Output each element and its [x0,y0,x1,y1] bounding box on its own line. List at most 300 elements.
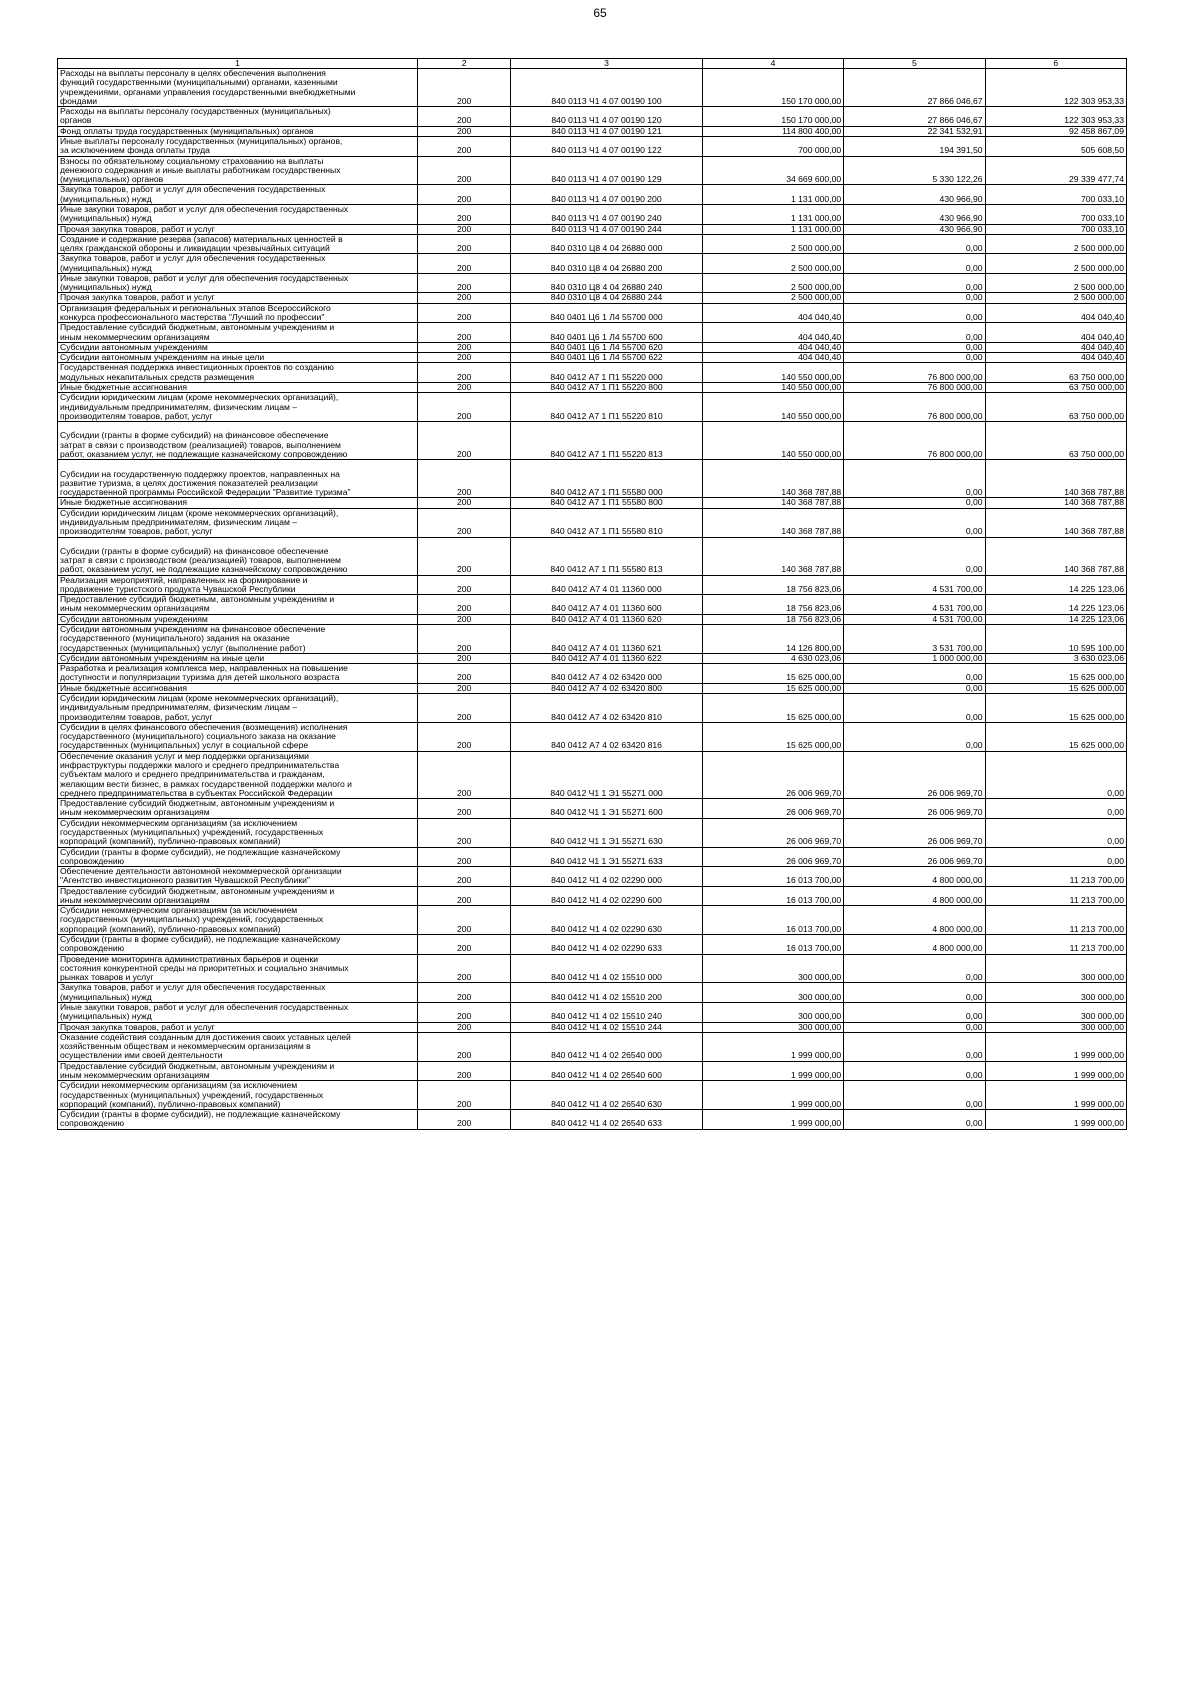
row-budget-code-cell: 840 0412 А7 4 01 11360 620 [511,614,703,624]
row-code-line-cell: 200 [418,683,511,693]
table-row [58,935,1127,955]
row-approved-amount-cell: 140 368 787,88 [702,537,843,575]
row-code-line-cell: 200 [418,694,511,723]
row-name-cell: Субсидии (гранты в форме субсидий), не подлежащие казначейскому сопровождению [58,847,418,867]
row-approved-amount-cell: 300 000,00 [702,954,843,983]
table-row [58,126,1127,136]
row-approved-amount-cell: 26 006 969,70 [702,799,843,819]
row-approved-amount-cell: 2 500 000,00 [702,254,843,274]
row-approved-amount-cell: 2 500 000,00 [702,234,843,254]
table-row [58,653,1127,663]
row-unexecuted-amount-cell: 15 625 000,00 [985,683,1126,693]
row-unexecuted-amount-cell: 63 750 000,00 [985,363,1126,383]
row-code-line-cell: 200 [418,273,511,293]
row-code-line-cell: 200 [418,363,511,383]
row-executed-amount-cell: 26 006 969,70 [844,799,985,819]
row-unexecuted-amount-cell: 63 750 000,00 [985,383,1126,393]
table-row [58,498,1127,508]
row-approved-amount-cell: 140 368 787,88 [702,460,843,498]
row-approved-amount-cell: 140 368 787,88 [702,498,843,508]
row-approved-amount-cell: 300 000,00 [702,1003,843,1023]
table-row [58,886,1127,906]
row-executed-amount-cell: 0,00 [844,1061,985,1081]
row-approved-amount-cell: 150 170 000,00 [702,69,843,107]
row-budget-code-cell: 840 0412 Ч1 1 Э1 55271 600 [511,799,703,819]
row-budget-code-cell: 840 0310 Ц8 4 04 26880 240 [511,273,703,293]
row-unexecuted-amount-cell: 11 213 700,00 [985,906,1126,935]
table-row [58,273,1127,293]
row-budget-code-cell: 840 0412 Ч1 4 02 02290 000 [511,867,703,887]
row-executed-amount-cell: 0,00 [844,1003,985,1023]
row-unexecuted-amount-cell: 63 750 000,00 [985,393,1126,422]
row-name-cell: Субсидии автономным учреждениям [58,342,418,352]
row-budget-code-cell: 840 0412 Ч1 4 02 15510 000 [511,954,703,983]
table-row [58,323,1127,343]
row-name-cell: Организация федеральных и региональных этапов Всероссийского конкурса профессионального мастерства "Лучший по профессии" [58,303,418,323]
table-row [58,954,1127,983]
row-budget-code-cell: 840 0310 Ц8 4 04 26880 000 [511,234,703,254]
row-unexecuted-amount-cell: 14 225 123,06 [985,575,1126,595]
row-executed-amount-cell: 0,00 [844,683,985,693]
row-executed-amount-cell: 4 800 000,00 [844,886,985,906]
row-budget-code-cell: 840 0412 А7 4 02 63420 000 [511,664,703,684]
row-unexecuted-amount-cell: 10 595 100,00 [985,625,1126,654]
table-row [58,664,1127,684]
row-budget-code-cell: 840 0412 А7 4 01 11360 000 [511,575,703,595]
row-budget-code-cell: 840 0412 А7 1 П1 55220 810 [511,393,703,422]
row-unexecuted-amount-cell: 140 368 787,88 [985,508,1126,537]
row-approved-amount-cell: 150 170 000,00 [702,107,843,127]
row-budget-code-cell: 840 0412 Ч1 4 02 15510 200 [511,983,703,1003]
row-name-cell: Субсидии некоммерческим организациям (за исключением государственных (муниципальных) учреждений, государственных корпораций (компаний), публично-правовых компаний) [58,1081,418,1110]
row-name-cell: Субсидии юридическим лицам (кроме некоммерческих организаций), индивидуальным предпринимателям, физическим лицам – производителям товаров, работ, услуг [58,393,418,422]
row-code-line-cell: 200 [418,625,511,654]
row-code-line-cell: 200 [418,342,511,352]
row-code-line-cell: 200 [418,722,511,751]
row-unexecuted-amount-cell: 3 630 023,06 [985,653,1126,663]
row-approved-amount-cell: 140 368 787,88 [702,508,843,537]
row-unexecuted-amount-cell: 14 225 123,06 [985,614,1126,624]
row-unexecuted-amount-cell: 404 040,40 [985,323,1126,343]
row-code-line-cell: 200 [418,906,511,935]
row-name-cell: Обеспечение деятельности автономной некоммерческой организации "Агентство инвестиционного развития Чувашской Республики" [58,867,418,887]
row-name-cell: Закупка товаров, работ и услуг для обеспечения государственных (муниципальных) нужд [58,983,418,1003]
row-code-line-cell: 200 [418,136,511,156]
row-executed-amount-cell: 76 800 000,00 [844,363,985,383]
table-row [58,1110,1127,1130]
row-approved-amount-cell: 1 999 000,00 [702,1081,843,1110]
row-approved-amount-cell: 1 999 000,00 [702,1110,843,1130]
row-budget-code-cell: 840 0412 Ч1 1 Э1 55271 000 [511,751,703,798]
row-executed-amount-cell: 0,00 [844,273,985,293]
row-budget-code-cell: 840 0113 Ч1 4 07 00190 122 [511,136,703,156]
row-approved-amount-cell: 18 756 823,06 [702,595,843,615]
table-row [58,508,1127,537]
row-budget-code-cell: 840 0412 Ч1 4 02 02290 630 [511,906,703,935]
row-executed-amount-cell: 4 531 700,00 [844,575,985,595]
row-code-line-cell: 200 [418,293,511,303]
table-row [58,906,1127,935]
table-row [58,625,1127,654]
row-unexecuted-amount-cell: 404 040,40 [985,353,1126,363]
column-header-6: 6 [985,59,1126,69]
row-unexecuted-amount-cell: 11 213 700,00 [985,867,1126,887]
row-code-line-cell: 200 [418,653,511,663]
row-unexecuted-amount-cell: 700 033,10 [985,224,1126,234]
row-executed-amount-cell: 430 966,90 [844,224,985,234]
row-approved-amount-cell: 300 000,00 [702,983,843,1003]
table-row [58,293,1127,303]
row-unexecuted-amount-cell: 15 625 000,00 [985,664,1126,684]
row-unexecuted-amount-cell: 11 213 700,00 [985,886,1126,906]
row-executed-amount-cell: 194 391,50 [844,136,985,156]
row-name-cell: Расходы на выплаты персоналу государственных (муниципальных) органов [58,107,418,127]
row-code-line-cell: 200 [418,460,511,498]
row-approved-amount-cell: 16 013 700,00 [702,867,843,887]
row-approved-amount-cell: 404 040,40 [702,342,843,352]
table-row [58,460,1127,498]
row-approved-amount-cell: 16 013 700,00 [702,886,843,906]
row-approved-amount-cell: 1 999 000,00 [702,1061,843,1081]
table-row [58,847,1127,867]
row-budget-code-cell: 840 0401 Ц6 1 Л4 55700 622 [511,353,703,363]
row-executed-amount-cell: 0,00 [844,664,985,684]
row-executed-amount-cell: 0,00 [844,694,985,723]
row-approved-amount-cell: 26 006 969,70 [702,847,843,867]
table-row [58,1032,1127,1061]
table-row [58,224,1127,234]
row-approved-amount-cell: 404 040,40 [702,353,843,363]
page-number: 65 [593,6,607,20]
row-budget-code-cell: 840 0310 Ц8 4 04 26880 200 [511,254,703,274]
row-code-line-cell: 200 [418,1110,511,1130]
row-budget-code-cell: 840 0113 Ч1 4 07 00190 100 [511,69,703,107]
row-approved-amount-cell: 4 630 023,06 [702,653,843,663]
row-approved-amount-cell: 15 625 000,00 [702,694,843,723]
row-name-cell: Иные закупки товаров, работ и услуг для обеспечения государственных (муниципальных) нужд [58,273,418,293]
row-budget-code-cell: 840 0412 А7 4 02 63420 816 [511,722,703,751]
row-budget-code-cell: 840 0412 А7 1 П1 55580 800 [511,498,703,508]
row-name-cell: Субсидии на государственную поддержку проектов, направленных на развитие туризма, в целях достижения показателей реализации государственной программы Российской Федерации "Развитие туризма" [58,460,418,498]
row-unexecuted-amount-cell: 0,00 [985,799,1126,819]
row-budget-code-cell: 840 0412 А7 4 02 63420 800 [511,683,703,693]
row-name-cell: Обеспечение оказания услуг и мер поддержки организациями инфраструктуры поддержки малого и среднего предпринимательства субъектам малого и среднего предпринимательства и гражданам, желающим вести бизнес, в рамках государственной поддержки малого и среднего предпринимательства в субъектах Российской Федерации [58,751,418,798]
table-row [58,363,1127,383]
row-budget-code-cell: 840 0412 Ч1 1 Э1 55271 630 [511,818,703,847]
row-unexecuted-amount-cell: 1 999 000,00 [985,1081,1126,1110]
row-executed-amount-cell: 4 800 000,00 [844,867,985,887]
row-code-line-cell: 200 [418,1032,511,1061]
row-name-cell: Субсидии некоммерческим организациям (за исключением государственных (муниципальных) учреждений, государственных корпораций (компаний), публично-правовых компаний) [58,906,418,935]
row-approved-amount-cell: 140 550 000,00 [702,422,843,460]
row-budget-code-cell: 840 0401 Ц6 1 Л4 55700 000 [511,303,703,323]
row-code-line-cell: 200 [418,867,511,887]
table-row [58,537,1127,575]
row-approved-amount-cell: 1 131 000,00 [702,224,843,234]
row-code-line-cell: 200 [418,69,511,107]
row-code-line-cell: 200 [418,107,511,127]
table-row [58,69,1127,107]
row-executed-amount-cell: 0,00 [844,1110,985,1130]
table-row [58,107,1127,127]
row-name-cell: Субсидии автономным учреждениям на иные цели [58,353,418,363]
row-unexecuted-amount-cell: 1 999 000,00 [985,1110,1126,1130]
table-row [58,683,1127,693]
row-budget-code-cell: 840 0412 Ч1 4 02 26540 630 [511,1081,703,1110]
row-name-cell: Предоставление субсидий бюджетным, автономным учреждениям и иным некоммерческим организациям [58,886,418,906]
row-code-line-cell: 200 [418,1022,511,1032]
row-name-cell: Предоставление субсидий бюджетным, автономным учреждениям и иным некоммерческим организациям [58,323,418,343]
row-name-cell: Иные выплаты персоналу государственных (муниципальных) органов, за исключением фонда оплаты труда [58,136,418,156]
row-approved-amount-cell: 14 126 800,00 [702,625,843,654]
table-row [58,353,1127,363]
row-unexecuted-amount-cell: 404 040,40 [985,303,1126,323]
row-unexecuted-amount-cell: 1 999 000,00 [985,1032,1126,1061]
row-code-line-cell: 200 [418,983,511,1003]
row-executed-amount-cell: 76 800 000,00 [844,383,985,393]
row-executed-amount-cell: 0,00 [844,954,985,983]
row-approved-amount-cell: 2 500 000,00 [702,273,843,293]
row-name-cell: Проведение мониторинга административных барьеров и оценки состояния конкурентной среды на приоритетных и социально значимых рынках товаров и услуг [58,954,418,983]
row-code-line-cell: 200 [418,204,511,224]
row-name-cell: Взносы по обязательному социальному страхованию на выплаты денежного содержания и иные выплаты работникам государственных (муниципальных) органов [58,156,418,185]
table-row [58,867,1127,887]
row-name-cell: Прочая закупка товаров, работ и услуг [58,293,418,303]
row-unexecuted-amount-cell: 15 625 000,00 [985,694,1126,723]
row-name-cell: Создание и содержание резерва (запасов) материальных ценностей в целях гражданской обороны и ликвидации чрезвычайных ситуаций [58,234,418,254]
row-name-cell: Субсидии автономным учреждениям на финансовое обеспечение государственного (муниципального) задания на оказание государственных (муниципальных) услуг (выполнение работ) [58,625,418,654]
row-code-line-cell: 200 [418,498,511,508]
table-row [58,575,1127,595]
row-unexecuted-amount-cell: 2 500 000,00 [985,273,1126,293]
row-unexecuted-amount-cell: 0,00 [985,847,1126,867]
row-executed-amount-cell: 0,00 [844,1081,985,1110]
row-unexecuted-amount-cell: 300 000,00 [985,954,1126,983]
table-row [58,234,1127,254]
row-budget-code-cell: 840 0412 А7 1 П1 55580 810 [511,508,703,537]
row-executed-amount-cell: 5 330 122,26 [844,156,985,185]
row-executed-amount-cell: 0,00 [844,1032,985,1061]
table-row [58,342,1127,352]
row-name-cell: Государственная поддержка инвестиционных проектов по созданию модульных некапитальных средств размещения [58,363,418,383]
row-approved-amount-cell: 140 550 000,00 [702,383,843,393]
row-code-line-cell: 200 [418,1003,511,1023]
table-row [58,204,1127,224]
row-executed-amount-cell: 0,00 [844,353,985,363]
row-executed-amount-cell: 3 531 700,00 [844,625,985,654]
table-row [58,751,1127,798]
row-name-cell: Закупка товаров, работ и услуг для обеспечения государственных (муниципальных) нужд [58,254,418,274]
table-row [58,383,1127,393]
row-executed-amount-cell: 0,00 [844,1022,985,1032]
table-row [58,1003,1127,1023]
row-unexecuted-amount-cell: 2 500 000,00 [985,293,1126,303]
row-code-line-cell: 200 [418,886,511,906]
row-executed-amount-cell: 27 866 046,67 [844,69,985,107]
row-code-line-cell: 200 [418,353,511,363]
table-row [58,156,1127,185]
table-row [58,422,1127,460]
table-row [58,1022,1127,1032]
table-row [58,799,1127,819]
row-executed-amount-cell: 0,00 [844,323,985,343]
row-unexecuted-amount-cell: 140 368 787,88 [985,460,1126,498]
row-executed-amount-cell: 0,00 [844,722,985,751]
row-unexecuted-amount-cell: 140 368 787,88 [985,498,1126,508]
row-name-cell: Субсидии некоммерческим организациям (за исключением государственных (муниципальных) учреждений, государственных корпораций (компаний), публично-правовых компаний) [58,818,418,847]
row-code-line-cell: 200 [418,383,511,393]
row-name-cell: Разработка и реализация комплекса мер, направленных на повышение доступности и популяризации туризма для детей школьного возраста [58,664,418,684]
row-name-cell: Прочая закупка товаров, работ и услуг [58,224,418,234]
row-name-cell: Реализация мероприятий, направленных на формирование и продвижение туристского продукта Чувашской Республики [58,575,418,595]
row-code-line-cell: 200 [418,1061,511,1081]
row-executed-amount-cell: 0,00 [844,983,985,1003]
row-code-line-cell: 200 [418,422,511,460]
table-row [58,983,1127,1003]
row-approved-amount-cell: 26 006 969,70 [702,751,843,798]
row-name-cell: Иные бюджетные ассигнования [58,683,418,693]
row-executed-amount-cell: 0,00 [844,460,985,498]
column-header-3: 3 [511,59,703,69]
row-budget-code-cell: 840 0412 Ч1 4 02 15510 240 [511,1003,703,1023]
row-executed-amount-cell: 0,00 [844,293,985,303]
row-name-cell: Субсидии в целях финансового обеспечения (возмещения) исполнения государственного (муниципального) социального заказа на оказание государственных (муниципальных) услуг в социальной сфере [58,722,418,751]
row-name-cell: Иные закупки товаров, работ и услуг для обеспечения государственных (муниципальных) нужд [58,1003,418,1023]
row-name-cell: Оказание содействия созданным для достижения своих уставных целей хозяйственным обществам и некоммерческим организациям в осуществлении ими своей деятельности [58,1032,418,1061]
row-executed-amount-cell: 26 006 969,70 [844,818,985,847]
row-unexecuted-amount-cell: 63 750 000,00 [985,422,1126,460]
row-unexecuted-amount-cell: 0,00 [985,818,1126,847]
row-budget-code-cell: 840 0412 Ч1 4 02 02290 600 [511,886,703,906]
row-budget-code-cell: 840 0401 Ц6 1 Л4 55700 600 [511,323,703,343]
row-approved-amount-cell: 1 999 000,00 [702,1032,843,1061]
row-executed-amount-cell: 4 531 700,00 [844,595,985,615]
row-executed-amount-cell: 0,00 [844,303,985,323]
row-code-line-cell: 200 [418,614,511,624]
row-unexecuted-amount-cell: 1 999 000,00 [985,1061,1126,1081]
table-row [58,694,1127,723]
row-budget-code-cell: 840 0412 А7 4 01 11360 600 [511,595,703,615]
row-approved-amount-cell: 1 131 000,00 [702,185,843,205]
row-code-line-cell: 200 [418,751,511,798]
table-body [58,69,1127,1130]
table-row [58,614,1127,624]
row-unexecuted-amount-cell: 300 000,00 [985,1003,1126,1023]
row-code-line-cell: 200 [418,664,511,684]
row-approved-amount-cell: 16 013 700,00 [702,935,843,955]
row-unexecuted-amount-cell: 15 625 000,00 [985,722,1126,751]
table-row [58,818,1127,847]
row-unexecuted-amount-cell: 11 213 700,00 [985,935,1126,955]
row-executed-amount-cell: 76 800 000,00 [844,393,985,422]
row-unexecuted-amount-cell: 14 225 123,06 [985,595,1126,615]
row-unexecuted-amount-cell: 29 339 477,74 [985,156,1126,185]
row-name-cell: Субсидии автономным учреждениям на иные цели [58,653,418,663]
row-code-line-cell: 200 [418,935,511,955]
row-approved-amount-cell: 15 625 000,00 [702,722,843,751]
row-code-line-cell: 200 [418,799,511,819]
column-header-4: 4 [702,59,843,69]
row-approved-amount-cell: 300 000,00 [702,1022,843,1032]
row-budget-code-cell: 840 0412 А7 4 01 11360 622 [511,653,703,663]
row-code-line-cell: 200 [418,954,511,983]
row-unexecuted-amount-cell: 140 368 787,88 [985,537,1126,575]
row-unexecuted-amount-cell: 92 458 867,09 [985,126,1126,136]
row-budget-code-cell: 840 0113 Ч1 4 07 00190 200 [511,185,703,205]
row-unexecuted-amount-cell: 300 000,00 [985,983,1126,1003]
row-name-cell: Иные бюджетные ассигнования [58,498,418,508]
row-name-cell: Субсидии (гранты в форме субсидий), не подлежащие казначейскому сопровождению [58,935,418,955]
row-executed-amount-cell: 0,00 [844,342,985,352]
row-name-cell: Субсидии (гранты в форме субсидий) на финансовое обеспечение затрат в связи с производством (реализацией) товаров, выполнением работ, оказанием услуг, не подлежащие казначейскому сопровождению [58,422,418,460]
row-approved-amount-cell: 18 756 823,06 [702,575,843,595]
table-row [58,1081,1127,1110]
row-name-cell: Субсидии автономным учреждениям [58,614,418,624]
row-budget-code-cell: 840 0412 Ч1 1 Э1 55271 633 [511,847,703,867]
row-name-cell: Предоставление субсидий бюджетным, автономным учреждениям и иным некоммерческим организациям [58,799,418,819]
row-executed-amount-cell: 430 966,90 [844,204,985,224]
row-approved-amount-cell: 404 040,40 [702,323,843,343]
table-row [58,393,1127,422]
row-executed-amount-cell: 430 966,90 [844,185,985,205]
row-name-cell: Субсидии юридическим лицам (кроме некоммерческих организаций), индивидуальным предпринимателям, физическим лицам – производителям товаров, работ, услуг [58,694,418,723]
row-budget-code-cell: 840 0412 А7 1 П1 55220 813 [511,422,703,460]
row-name-cell: Расходы на выплаты персоналу в целях обеспечения выполнения функций государственными (муниципальными) органами, казенными учреждениями, органами управления государственными внебюджетными фондами [58,69,418,107]
row-executed-amount-cell: 22 341 532,91 [844,126,985,136]
row-approved-amount-cell: 34 669 600,00 [702,156,843,185]
row-executed-amount-cell: 4 800 000,00 [844,906,985,935]
row-unexecuted-amount-cell: 122 303 953,33 [985,107,1126,127]
row-unexecuted-amount-cell: 300 000,00 [985,1022,1126,1032]
row-code-line-cell: 200 [418,575,511,595]
row-budget-code-cell: 840 0310 Ц8 4 04 26880 244 [511,293,703,303]
row-unexecuted-amount-cell: 700 033,10 [985,185,1126,205]
row-executed-amount-cell: 0,00 [844,508,985,537]
row-budget-code-cell: 840 0412 Ч1 4 02 26540 000 [511,1032,703,1061]
row-code-line-cell: 200 [418,156,511,185]
row-executed-amount-cell: 0,00 [844,498,985,508]
table-row [58,722,1127,751]
row-budget-code-cell: 840 0412 Ч1 4 02 26540 633 [511,1110,703,1130]
row-approved-amount-cell: 1 131 000,00 [702,204,843,224]
row-code-line-cell: 200 [418,508,511,537]
row-budget-code-cell: 840 0113 Ч1 4 07 00190 129 [511,156,703,185]
row-name-cell: Субсидии юридическим лицам (кроме некоммерческих организаций), индивидуальным предпринимателям, физическим лицам – производителям товаров, работ, услуг [58,508,418,537]
row-budget-code-cell: 840 0113 Ч1 4 07 00190 120 [511,107,703,127]
row-name-cell: Субсидии (гранты в форме субсидий) на финансовое обеспечение затрат в связи с производством (реализацией) товаров, выполнением работ, оказанием услуг, не подлежащие казначейскому сопровождению [58,537,418,575]
row-approved-amount-cell: 140 550 000,00 [702,393,843,422]
row-approved-amount-cell: 18 756 823,06 [702,614,843,624]
row-executed-amount-cell: 0,00 [844,537,985,575]
row-unexecuted-amount-cell: 0,00 [985,751,1126,798]
row-budget-code-cell: 840 0412 А7 1 П1 55220 800 [511,383,703,393]
table-row [58,185,1127,205]
row-approved-amount-cell: 15 625 000,00 [702,683,843,693]
row-approved-amount-cell: 16 013 700,00 [702,906,843,935]
table-row [58,1061,1127,1081]
row-budget-code-cell: 840 0412 Ч1 4 02 02290 633 [511,935,703,955]
row-code-line-cell: 200 [418,847,511,867]
row-executed-amount-cell: 27 866 046,67 [844,107,985,127]
row-code-line-cell: 200 [418,537,511,575]
column-header-1: 1 [58,59,418,69]
row-executed-amount-cell: 26 006 969,70 [844,847,985,867]
row-approved-amount-cell: 700 000,00 [702,136,843,156]
row-code-line-cell: 200 [418,393,511,422]
row-name-cell: Иные бюджетные ассигнования [58,383,418,393]
row-budget-code-cell: 840 0412 А7 1 П1 55580 813 [511,537,703,575]
row-unexecuted-amount-cell: 404 040,40 [985,342,1126,352]
